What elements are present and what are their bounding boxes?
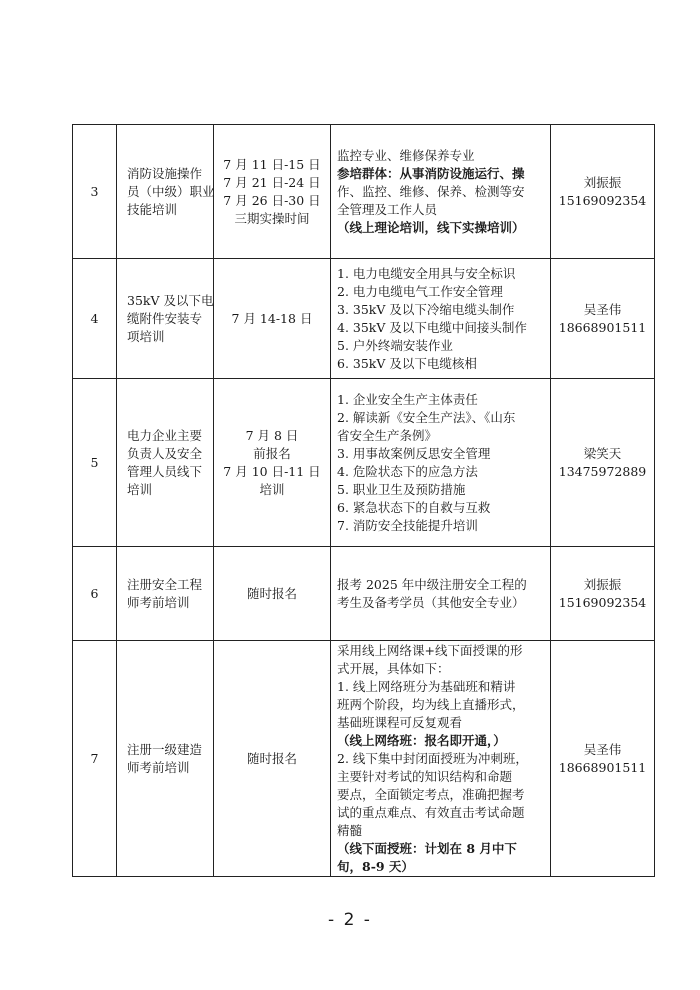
- contact-name: 刘振振: [583, 174, 622, 190]
- contact-phone: 15169092354: [558, 594, 647, 610]
- training-content-line: 6. 35kV 及以下电缆核相: [337, 355, 477, 371]
- row-number: 3: [73, 125, 117, 259]
- training-name: [117, 379, 214, 547]
- training-content-line: 旬，8-9 天）: [337, 858, 414, 874]
- training-content-line: 5. 户外终端安装作业: [337, 337, 453, 353]
- training-name: [117, 259, 214, 379]
- training-content-line: 5. 职业卫生及预防措施: [337, 481, 466, 497]
- training-content-line: 3. 35kV 及以下冷缩电缆头制作: [337, 301, 515, 317]
- training-content-line: 报考 2025 年中级注册安全工程的: [337, 576, 527, 592]
- training-content-line: 1. 线上网络班分为基础班和精讲: [337, 678, 516, 694]
- training-time-line: 7 月 10 日-11 日: [223, 463, 321, 479]
- training-content-line: 参培群体：从事消防设施运行、操: [337, 165, 525, 181]
- training-time-line: 7 月 26 日-30 日: [223, 192, 321, 208]
- contact-phone: 18668901511: [558, 759, 647, 775]
- training-content: [331, 379, 551, 547]
- training-content-line: 监控专业、维修保养专业: [337, 147, 475, 163]
- page-number: - 2 -: [328, 910, 372, 930]
- contact: [551, 125, 655, 259]
- training-content: [331, 259, 551, 379]
- training-content-line: 精髓: [337, 822, 363, 838]
- training-name-line: 师考前培训: [127, 594, 190, 610]
- training-content-line: 全管理及工作人员: [337, 201, 438, 217]
- training-name-line: 35kV 及以下电: [127, 292, 214, 308]
- training-content-line: 2. 线下集中封闭面授班为冲刺班，: [337, 750, 528, 766]
- training-content-line: 试的重点难点、有效直击考试命题: [337, 804, 525, 820]
- training-name-line: 负责人及安全: [127, 445, 203, 461]
- training-content: [331, 125, 551, 259]
- training-content-line: 1. 电力电缆安全用具与安全标识: [337, 265, 516, 281]
- training-content-line: （线上网络班：报名即开通，）: [337, 732, 506, 748]
- training-content-line: 4. 危险状态下的应急方法: [337, 463, 478, 479]
- row-number: 4: [73, 259, 117, 379]
- contact-phone: 18668901511: [558, 319, 647, 335]
- training-name-line: 员（中级）职业: [127, 183, 215, 199]
- training-name-line: 消防设施操作: [127, 165, 203, 181]
- training-time-line: 7 月 14-18 日: [231, 310, 313, 326]
- row-number: 7: [73, 641, 117, 877]
- training-name-line: 注册一级建造: [127, 741, 203, 757]
- training-time-line: 7 月 21 日-24 日: [223, 174, 321, 190]
- training-content-line: 2. 解读新《安全生产法》、《山东: [337, 409, 516, 425]
- table-row: [73, 125, 655, 259]
- contact: [551, 547, 655, 641]
- contact-phone: 15169092354: [558, 192, 647, 208]
- training-content-line: 6. 紧急状态下的自救与互救: [337, 499, 491, 515]
- contact-name: 刘振振: [583, 576, 622, 592]
- training-time: [214, 259, 331, 379]
- contact-name: 吴圣伟: [583, 301, 622, 317]
- training-time-line: 培训: [259, 481, 285, 497]
- training-content-line: 式开展，具体如下：: [337, 660, 450, 676]
- training-name: [117, 641, 214, 877]
- training-name-line: 电力企业主要: [127, 427, 203, 443]
- training-content-line: 主要针对考试的知识结构和命题: [337, 768, 513, 784]
- training-name-line: 缆附件安装专: [127, 310, 203, 326]
- training-time: [214, 547, 331, 641]
- training-time: [214, 641, 331, 877]
- training-name-line: 技能培训: [127, 201, 178, 217]
- contact-name: 吴圣伟: [583, 741, 622, 757]
- training-content-line: （线下面授班：计划在 8 月中下: [337, 840, 517, 856]
- training-name-line: 注册安全工程: [127, 576, 203, 592]
- table-row: [73, 547, 655, 641]
- row-number: 5: [73, 379, 117, 547]
- training-table: [72, 124, 655, 877]
- table-row: [73, 259, 655, 379]
- training-content: [331, 547, 551, 641]
- training-name-line: 师考前培训: [127, 759, 190, 775]
- training-name-line: 项培训: [127, 328, 165, 344]
- training-time-line: 随时报名: [246, 585, 297, 601]
- training-time-line: 前报名: [253, 445, 291, 461]
- contact: [551, 379, 655, 547]
- training-content: [331, 641, 551, 877]
- table-row: [73, 379, 655, 547]
- training-content-line: 采用线上网络课+线下面授课的形: [337, 642, 523, 658]
- training-time-line: 7 月 11 日-15 日: [223, 156, 321, 172]
- training-content-line: 2. 电力电缆电气工作安全管理: [337, 283, 503, 299]
- training-content-line: 班两个阶段，均为线上直播形式，: [337, 696, 525, 712]
- training-time-line: 三期实操时间: [234, 210, 310, 226]
- contact-name: 梁笑天: [583, 445, 622, 461]
- training-name-line: 培训: [127, 481, 153, 497]
- training-time-line: 7 月 8 日: [245, 427, 299, 443]
- training-content-line: （线上理论培训，线下实操培训）: [337, 219, 525, 235]
- training-time-line: 随时报名: [246, 750, 297, 766]
- training-content-line: 7. 消防安全技能提升培训: [337, 517, 478, 533]
- training-name-line: 管理人员线下: [127, 463, 203, 479]
- training-time: [214, 379, 331, 547]
- training-content-line: 基础班课程可反复观看: [337, 714, 463, 730]
- contact: [551, 259, 655, 379]
- training-time: [214, 125, 331, 259]
- training-content-line: 1. 企业安全生产主体责任: [337, 391, 478, 407]
- training-content-line: 考生及备考学员（其他安全专业）: [337, 594, 525, 610]
- training-content-line: 作、监控、维修、保养、检测等安: [337, 183, 525, 199]
- training-content-line: 4. 35kV 及以下电缆中间接头制作: [337, 319, 527, 335]
- training-content-line: 3. 用事故案例反思安全管理: [337, 445, 491, 461]
- contact-phone: 13475972889: [558, 463, 647, 479]
- training-content-line: 省安全生产条例》: [337, 427, 438, 443]
- row-number: 6: [73, 547, 117, 641]
- contact: [551, 641, 655, 877]
- training-name: [117, 547, 214, 641]
- training-content-line: 要点，全面锁定考点，准确把握考: [337, 786, 525, 802]
- training-name: [117, 125, 214, 259]
- table-row: [73, 641, 655, 877]
